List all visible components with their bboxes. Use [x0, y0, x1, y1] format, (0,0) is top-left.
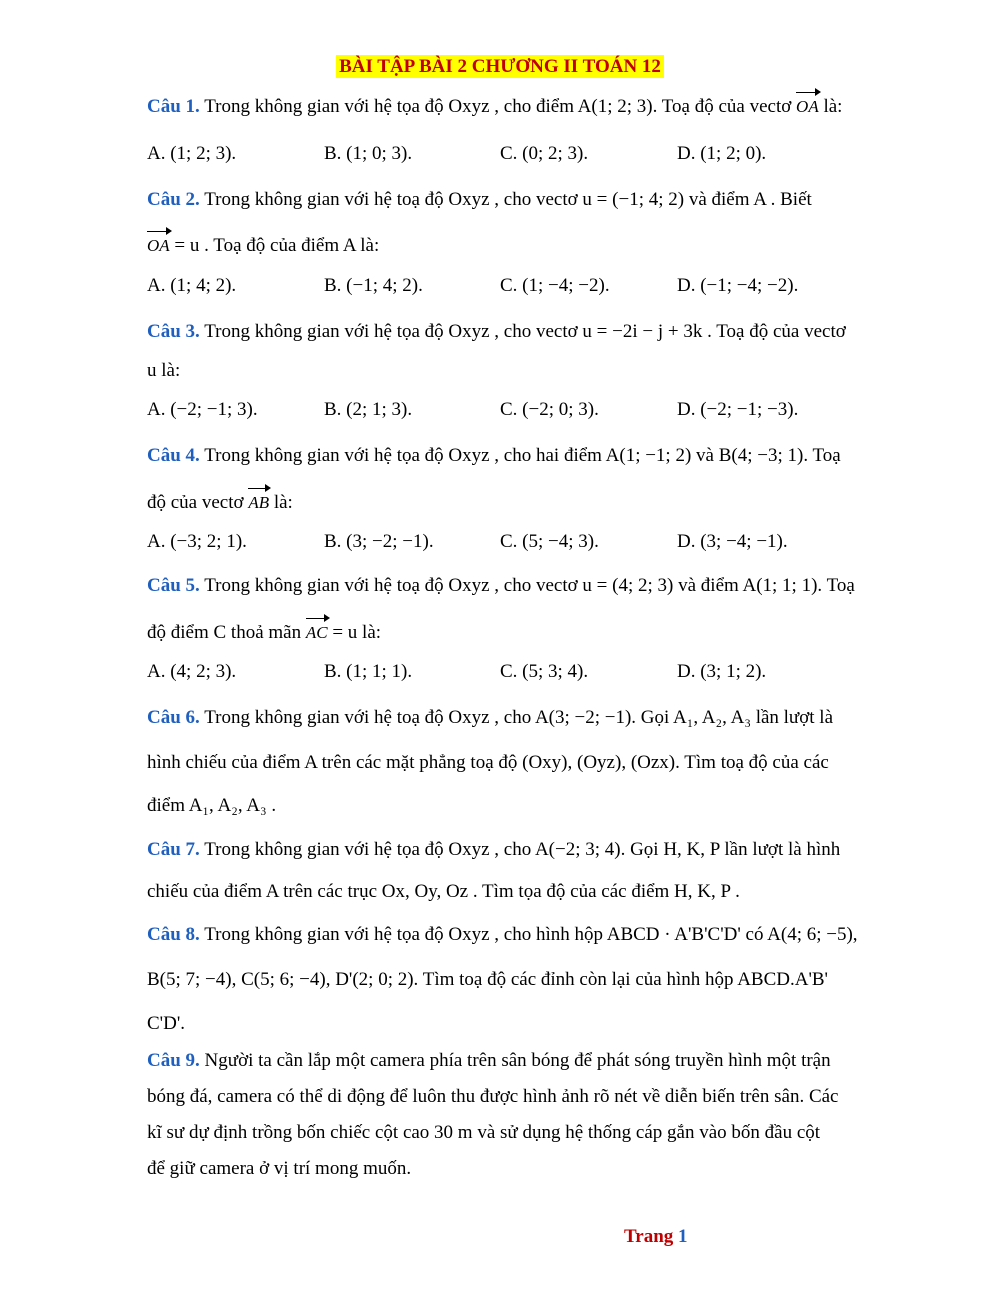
question-4-text-2b: là: [269, 492, 293, 513]
q3-option-c: C. (−2; 0; 3). [500, 399, 599, 420]
question-4-line-2 [147, 491, 920, 515]
question-1-tail: là: [818, 96, 843, 117]
q1-option-d: D. (1; 2; 0). [677, 143, 767, 164]
question-1-line-1 [147, 95, 920, 119]
question-6-line-1 [147, 706, 920, 730]
question-7-line-2: chiếu của điểm A trên các trục Ox, Oy, Oz . Tìm tọa độ của các điểm H, K, P . [147, 881, 740, 902]
q2-option-a: A. (1; 4; 2). [147, 275, 237, 296]
question-6-label: Câu 6. [147, 707, 200, 728]
footer-page-number: 1 [678, 1226, 688, 1247]
question-9-label: Câu 9. [147, 1050, 200, 1071]
q5-option-b: B. (1; 1; 1). [324, 661, 413, 682]
q1-option-b: B. (1; 0; 3). [324, 143, 413, 164]
question-8-line-2: B(5; 7; −4), C(5; 6; −4), D'(2; 0; 2). Tìm toạ độ các đỉnh còn lại của hình hộp ABCD.A'B' [147, 969, 828, 990]
question-9-line-1 [147, 1049, 920, 1073]
question-5-text: Trong không gian với hệ toạ độ Oxyz , cho vectơ u = (4; 2; 3) và điểm A(1; 1; 1). Toạ [199, 575, 855, 596]
footer-label: Trang [624, 1226, 674, 1247]
question-7-text: Trong không gian với hệ tọa độ Oxyz , cho A(−2; 3; 4). Gọi H, K, P lần lượt là hình [199, 839, 841, 860]
question-2-line-2 [147, 234, 920, 258]
vector-ac: AC [306, 621, 328, 645]
question-2-text-2: = u . Toạ độ của điểm A là: [169, 235, 380, 256]
question-3-line-1 [147, 320, 920, 344]
question-5-text-2b: = u là: [327, 622, 382, 643]
vector-oa: OA [796, 95, 819, 119]
q4-option-b: B. (3; −2; −1). [324, 531, 434, 552]
q1-option-a: A. (1; 2; 3). [147, 143, 237, 164]
question-5-line-2 [147, 621, 920, 645]
q2-option-b: B. (−1; 4; 2). [324, 275, 423, 296]
q4-option-a: A. (−3; 2; 1). [147, 531, 247, 552]
question-4-line-1 [147, 444, 920, 468]
q2-option-c: C. (1; −4; −2). [500, 275, 610, 296]
question-9-line-2: bóng đá, camera có thể di động để luôn thu được hình ảnh rõ nét về diễn biến trên sân. Các [147, 1086, 839, 1107]
question-3-line-2: u là: [147, 360, 181, 381]
question-9-text: Người ta cần lắp một camera phía trên sân bóng để phát sóng truyền hình một trận [199, 1050, 831, 1071]
question-2-line-1 [147, 188, 920, 212]
question-1-text: Trong không gian với hệ tọa độ Oxyz , cho điểm A(1; 2; 3). Toạ độ của vectơ [199, 96, 797, 117]
question-8-line-3: C'D'. [147, 1013, 185, 1034]
q3-option-a: A. (−2; −1; 3). [147, 399, 258, 420]
title-text: BÀI TẬP BÀI 2 CHƯƠNG II TOÁN 12 [336, 55, 664, 78]
q4-option-d: D. (3; −4; −1). [677, 531, 788, 552]
question-2-label: Câu 2. [147, 189, 200, 210]
question-6-text: Trong không gian với hệ toạ độ Oxyz , cho A(3; −2; −1). Gọi A₁, A₂, A₃ lần lượt là [199, 707, 834, 728]
page-footer [624, 1226, 688, 1248]
page-title [0, 56, 1000, 78]
question-4-label: Câu 4. [147, 445, 200, 466]
question-4-text-2a: độ của vectơ [147, 492, 249, 513]
vector-ab: AB [248, 491, 269, 515]
question-5-label: Câu 5. [147, 575, 200, 596]
q1-option-c: C. (0; 2; 3). [500, 143, 589, 164]
question-8-label: Câu 8. [147, 924, 200, 945]
q5-option-a: A. (4; 2; 3). [147, 661, 237, 682]
question-4-text: Trong không gian với hệ tọa độ Oxyz , cho hai điểm A(1; −1; 2) và B(4; −3; 1). Toạ [199, 445, 841, 466]
question-7-line-1 [147, 838, 920, 862]
q5-option-d: D. (3; 1; 2). [677, 661, 767, 682]
question-3-label: Câu 3. [147, 321, 200, 342]
question-1-label: Câu 1. [147, 96, 200, 117]
question-6-line-2: hình chiếu của điểm A trên các mặt phẳng toạ độ (Oxy), (Oyz), (Ozx). Tìm toạ độ của các [147, 752, 829, 773]
q5-option-c: C. (5; 3; 4). [500, 661, 589, 682]
question-9-line-4: để giữ camera ở vị trí mong muốn. [147, 1158, 412, 1179]
question-5-text-2a: độ điểm C thoả mãn [147, 622, 306, 643]
q3-option-d: D. (−2; −1; −3). [677, 399, 799, 420]
vector-oa-2: OA [147, 234, 170, 258]
question-8-text: Trong không gian với hệ tọa độ Oxyz , cho hình hộp ABCD · A'B'C'D' có A(4; 6; −5), [199, 924, 858, 945]
q4-option-c: C. (5; −4; 3). [500, 531, 599, 552]
question-3-text: Trong không gian với hệ tọa độ Oxyz , cho vectơ u = −2i − j + 3k . Toạ độ của vectơ [199, 321, 846, 342]
question-6-line-3: điểm A₁, A₂, A₃ . [147, 795, 277, 816]
q2-option-d: D. (−1; −4; −2). [677, 275, 799, 296]
question-8-line-1 [147, 923, 920, 947]
question-5-line-1 [147, 574, 920, 598]
question-9-line-3: kĩ sư dự định trồng bốn chiếc cột cao 30 m và sử dụng hệ thống cáp gắn vào bốn đầu cột [147, 1122, 821, 1143]
q3-option-b: B. (2; 1; 3). [324, 399, 413, 420]
question-7-label: Câu 7. [147, 839, 200, 860]
question-2-text: Trong không gian với hệ toạ độ Oxyz , cho vectơ u = (−1; 4; 2) và điểm A . Biết [199, 189, 812, 210]
